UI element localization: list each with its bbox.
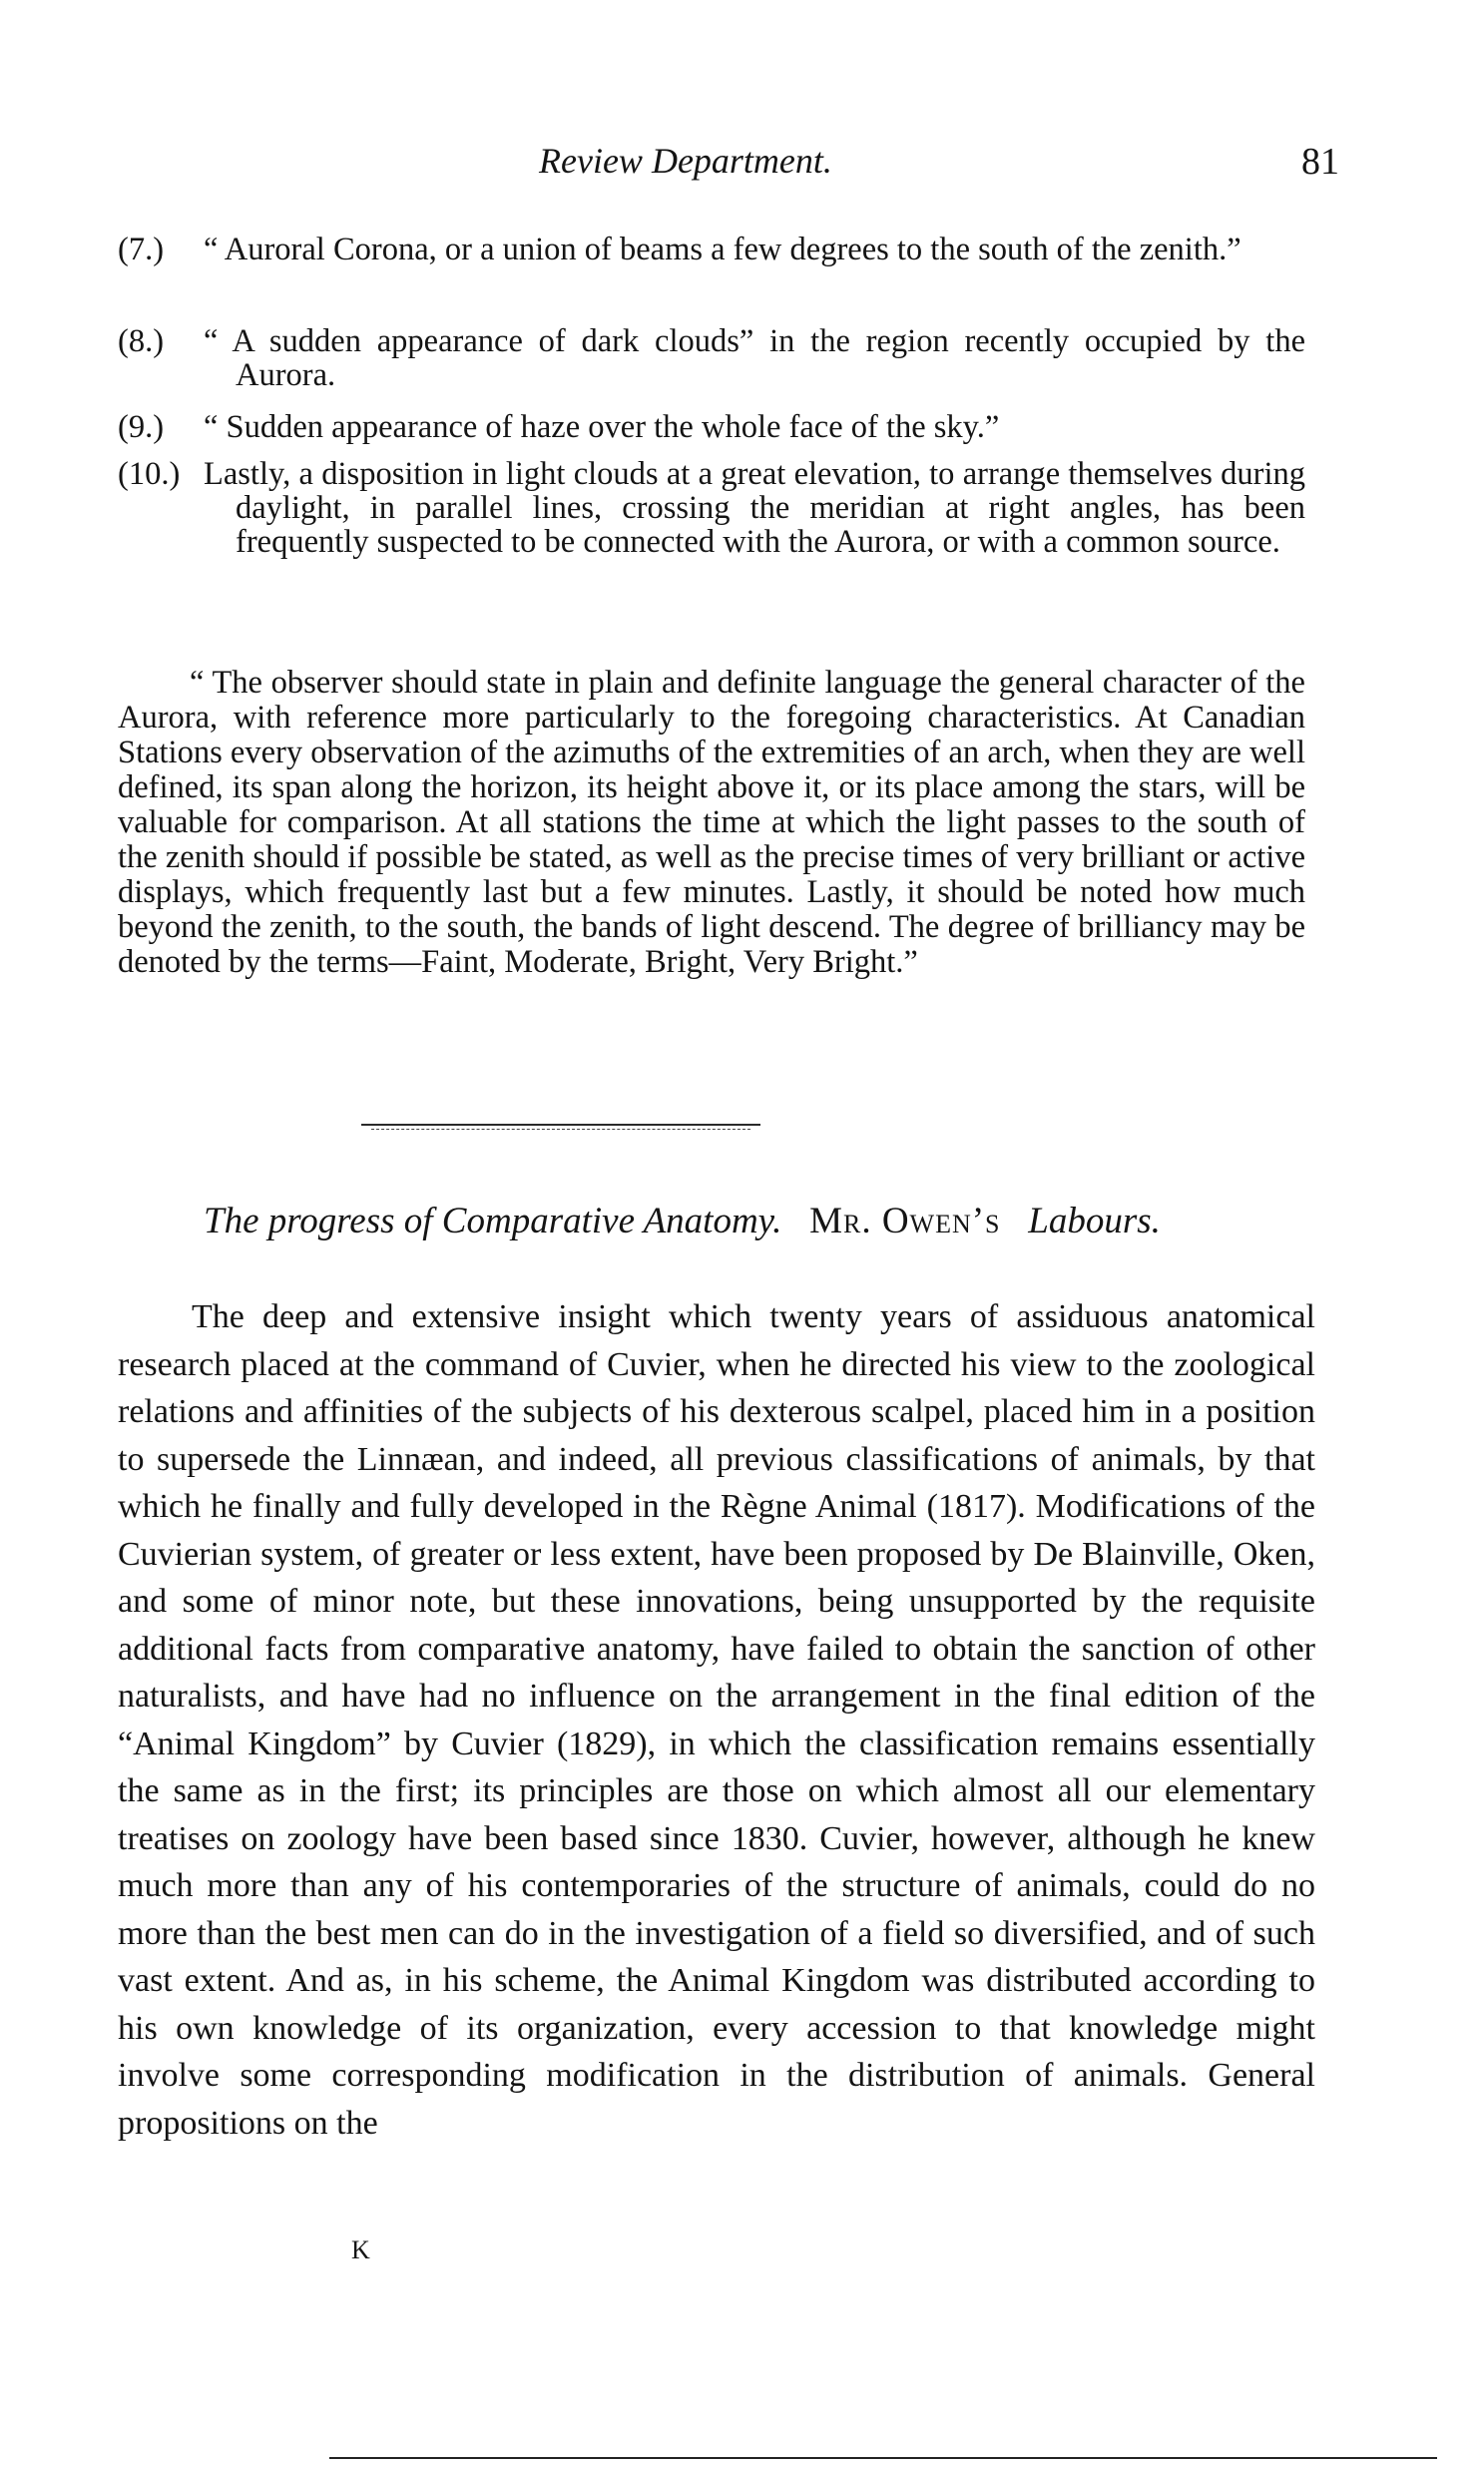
item-number: (8.) [118, 323, 165, 359]
bottom-rule [329, 2457, 1437, 2459]
item-number: (7.) [118, 232, 165, 267]
section-author: Mr. Owen’s [809, 1201, 1001, 1241]
page-number: 81 [1301, 141, 1339, 183]
item-text: “ A sudden appearance of dark clouds” in the region recently occupied by the Aurora. [204, 323, 1305, 393]
body-paragraph: The deep and extensive insight which twenty years of assiduous anatomical research placed at the command of Cuvier, when he directed his view to the zoological relations and affinities of the subjects of his dexterous scalpel, placed him in a position to supersede the Linnæan, and indeed, all previous classifications of animals, by that which he finally and fully developed in the Règne Animal (1817). Modifications of the Cuvierian system, of greater or less extent, have been proposed by De Blainville, Oken, and some of minor note, but these innovations, being unsupported by the requisite additional facts from comparative anatomy, have failed to obtain the sanction of other naturalists, and have had no influence on the arrangement in the final edition of the “Animal Kingdom” by Cuvier (1829), in which the classification remains essentially the same as in the first; its principles are those on which almost all our elementary treatises on zoology have been based since 1830. Cuvier, however, although he knew much more than any of his contemporaries of the structure of animals, could do no more than the best men can do in the investigation of a field so diversified, and of such vast extent. And as, in his scheme, the Animal Kingdom was distributed according to his own knowledge of its organization, every accession to that knowledge might involve some corresponding modification in the distribution of animals. General propositions on the [118, 1298, 1315, 2142]
list-item [118, 457, 1305, 559]
list-item [118, 324, 1305, 392]
list-item [118, 233, 1305, 266]
signature-mark: K [351, 2235, 370, 2264]
section-divider-dashes [371, 1129, 750, 1130]
item-text: Lastly, a disposition in light clouds at a great elevation, to arrange themselves during daylight, in parallel lines, crossing the meridian at right angles, has been frequently suspected to be connected with the Aurora, or with a common source. [204, 456, 1305, 560]
list-item [118, 410, 1305, 444]
running-head: Review Department. [539, 141, 832, 181]
item-number: (10.) [118, 456, 181, 492]
section-divider [361, 1124, 760, 1126]
item-number: (9.) [118, 409, 165, 445]
item-text: “ Auroral Corona, or a union of beams a few degrees to the south of the zenith.” [204, 232, 1241, 267]
section-title-tail: Labours. [1028, 1201, 1161, 1241]
item-text: “ Sudden appearance of haze over the whole face of the sky.” [204, 409, 1000, 445]
quoted-instructions-paragraph: “ The observer should state in plain and definite language the general character of the Aurora, with reference more particularly to the foregoing characteristics. At Canadian Stations every observation of the azimuths of the extremities of an arch, when they are well defined, its span along the horizon, its height above it, or its place among the stars, will be valuable for comparison. At all stations the time at which the light passes to the south of the zenith should if possible be stated, as well as the precise times of very brilliant or active displays, which frequently last but a few minutes. Lastly, it should be noted how much beyond the zenith, to the south, the bands of light descend. The degree of brilliancy may be denoted by the terms—Faint, Moderate, Bright, Very Bright.” [118, 664, 1305, 980]
section-title: The progress of Comparative Anatomy. [204, 1201, 782, 1241]
section-heading [204, 1200, 1331, 1247]
